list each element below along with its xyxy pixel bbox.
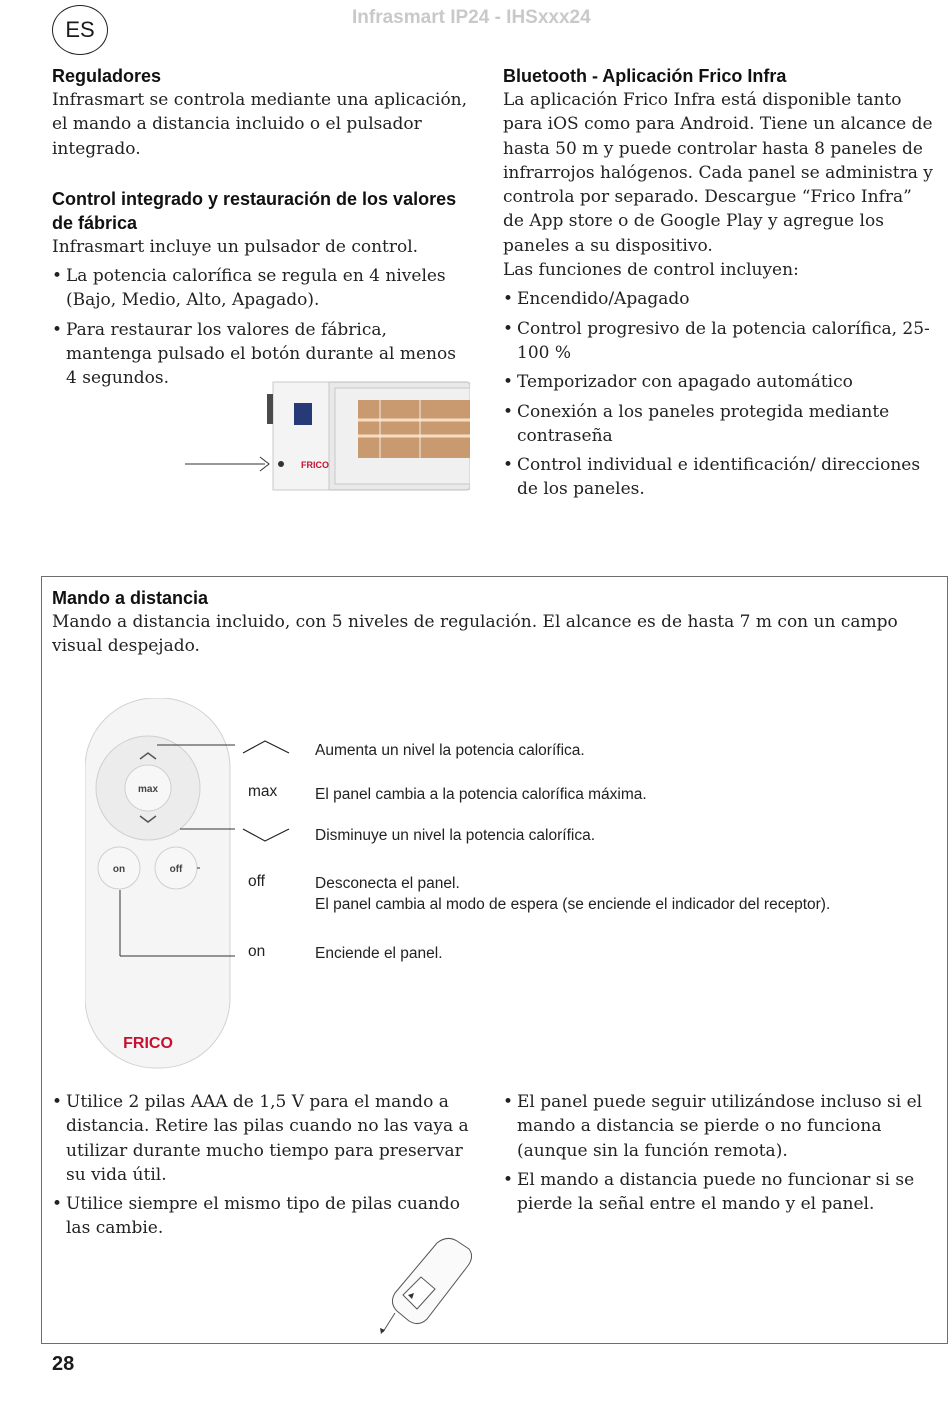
control-heading: Control integrado y restauración de los valores de fábrica xyxy=(52,188,457,233)
remote-heading: Mando a distancia xyxy=(52,588,209,608)
control-bullets xyxy=(52,264,470,390)
heater-antenna xyxy=(267,394,273,424)
slide-arrow-line xyxy=(383,1313,395,1332)
battery-notes-right xyxy=(503,1085,933,1216)
list-item: • El mando a distancia puede no funcionar si se pierde la señal entre el mando y el panel. xyxy=(503,1168,933,1217)
heater-glow xyxy=(358,400,470,458)
up-description: Aumenta un nivel la potencia calorífica. xyxy=(315,742,585,759)
list-item: • Control progresivo de la potencia calorífica, 25-100 % xyxy=(503,317,933,366)
bluetooth-text: La aplicación Frico Infra está disponible tanto para iOS como para Android. Tiene un alcance de hasta 50 m y puede controlar hasta 8 paneles de infrarrojos halógenos. Cada panel se administra y controla por separado. Descargue “Frico Infra” de App store o de Google Play y agregue los paneles a su dispositivo. xyxy=(503,90,933,256)
list-item: • Utilice 2 pilas AAA de 1,5 V para el mando a distancia. Retire las pilas cuando no las vaya a utilizar durante mucho tiempo para preservar su vida útil. xyxy=(52,1090,472,1187)
functions-intro: Las funciones de control incluyen: xyxy=(503,260,799,281)
heater-display xyxy=(294,403,312,425)
on-button-label: on xyxy=(112,864,126,875)
down-description: Disminuye un nivel la potencia calorífica. xyxy=(315,827,595,844)
max-label: max xyxy=(248,783,278,800)
off-label: off xyxy=(248,873,265,890)
off-button-label: off xyxy=(169,864,183,875)
list-item: • El panel puede seguir utilizándose incluso si el mando a distancia se pierde o no funciona (aunque sin la función remota). xyxy=(503,1090,933,1163)
max-button-label: max xyxy=(137,784,159,795)
heater-push-button xyxy=(278,461,284,467)
list-item: • Control individual e identificación/ direcciones de los paneles. xyxy=(503,453,933,502)
remote-intro: Mando a distancia incluido, con 5 niveles de regulación. El alcance es de hasta 7 m con un campo visual despejado. xyxy=(52,612,898,657)
remote-brand-logo: FRICO xyxy=(123,1035,173,1052)
list-item: • Conexión a los paneles protegida mediante contraseña xyxy=(503,400,933,449)
on-label: on xyxy=(248,943,266,960)
language-badge: ES xyxy=(52,5,108,55)
list-item: • Para restaurar los valores de fábrica, mantenga pulsado el botón durante al menos 4 segundos. xyxy=(52,318,470,391)
reguladores-text: Infrasmart se controla mediante una aplicación, el mando a distancia incluido o el pulsador integrado. xyxy=(52,90,468,159)
functions-bullets xyxy=(503,287,933,501)
list-item: • Encendido/Apagado xyxy=(503,287,933,311)
slide-arrow-head-icon xyxy=(380,1328,385,1334)
heater-control-unit xyxy=(273,382,329,490)
reguladores-heading: Reguladores xyxy=(52,66,162,86)
page-number: 28 xyxy=(52,1353,75,1375)
remote-illustration xyxy=(85,698,300,1070)
remote-intro-block xyxy=(52,586,932,659)
down-arrow-icon xyxy=(243,829,289,841)
remote-back-outline xyxy=(392,1238,471,1323)
control-text: Infrasmart incluye un pulsador de control. xyxy=(52,236,419,257)
battery-cover-illustration xyxy=(375,1235,480,1335)
off-description-2: El panel cambia al modo de espera (se enciende el indicador del receptor). xyxy=(315,896,831,913)
heater-illustration xyxy=(180,378,470,496)
list-item: • Utilice siempre el mismo tipo de pilas cuando las cambie. xyxy=(52,1192,472,1241)
on-description: Enciende el panel. xyxy=(315,945,443,962)
up-arrow-icon xyxy=(243,741,289,753)
document-title: Infrasmart IP24 - IHSxxx24 xyxy=(352,7,591,28)
list-item: • La potencia calorífica se regula en 4 niveles (Bajo, Medio, Alto, Apagado). xyxy=(52,264,470,313)
list-item: • Temporizador con apagado automático xyxy=(503,370,933,394)
right-column xyxy=(503,64,933,502)
heater-brand-logo: FRICO xyxy=(301,460,329,470)
off-description-1: Desconecta el panel. xyxy=(315,875,460,892)
left-column xyxy=(52,64,470,391)
bluetooth-heading: Bluetooth - Aplicación Frico Infra xyxy=(503,66,787,86)
battery-notes-left xyxy=(52,1085,472,1241)
max-description: El panel cambia a la potencia calorífica máxima. xyxy=(315,786,647,803)
